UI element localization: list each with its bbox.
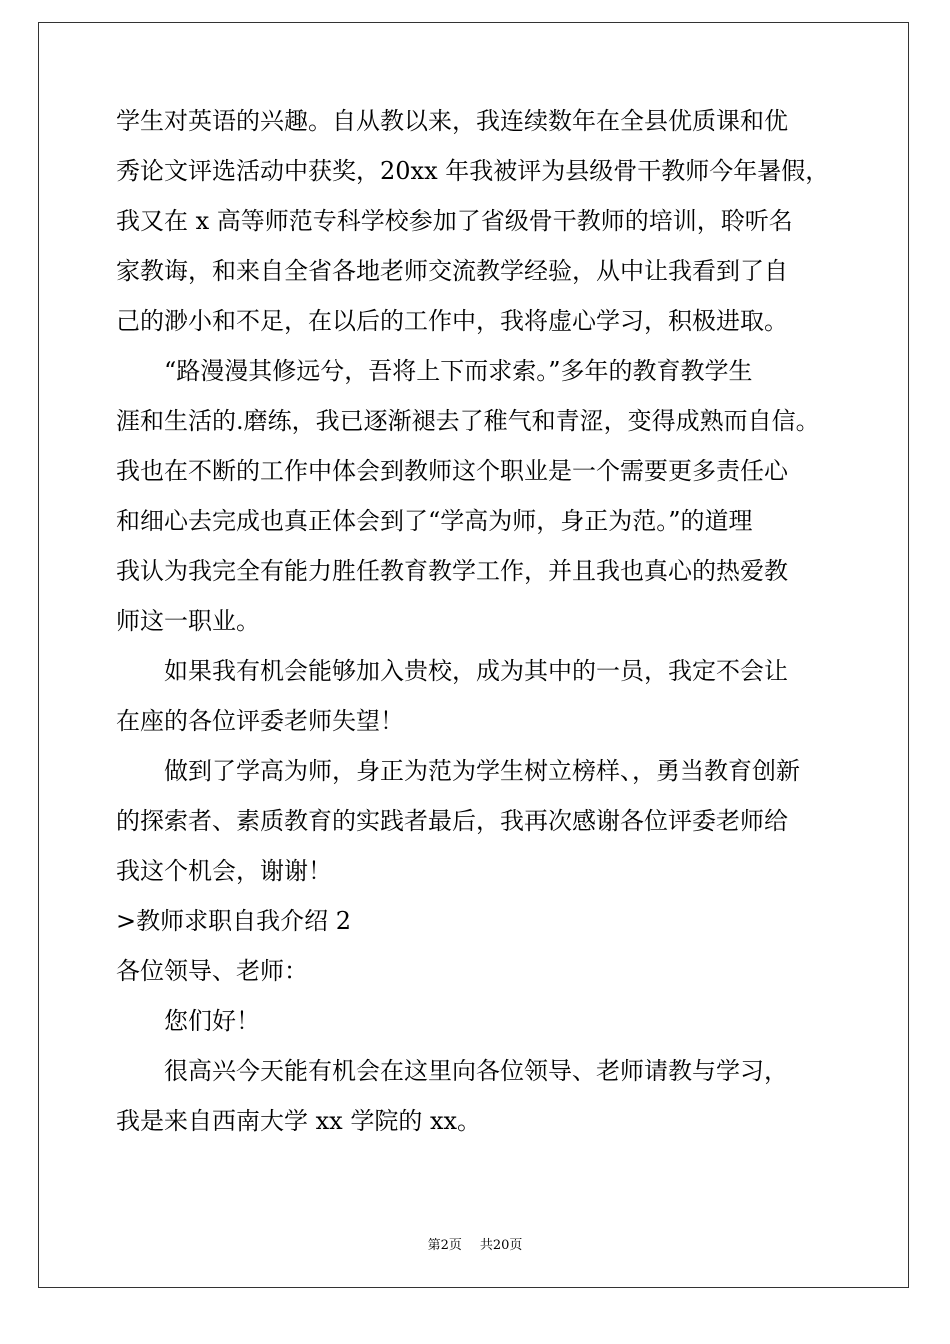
text-line: 家教诲，和来自全省各地老师交流教学经验，从中让我看到了自	[116, 257, 788, 285]
text-line: 和细心去完成也真正体会到了“学高为师，身正为范。”的道理	[116, 507, 753, 535]
page-number-total: 共20页	[479, 1238, 523, 1253]
page-number-current: 第2页	[427, 1238, 462, 1253]
section-heading: >教师求职自我介绍 2	[116, 907, 352, 935]
paragraph-start-line: 如果我有机会能够加入贵校，成为其中的一员，我定不会让	[164, 657, 788, 685]
paragraph-start-line: “路漫漫其修远兮，吾将上下而求索。”多年的教育教学生	[164, 357, 753, 385]
text-line: 在座的各位评委老师失望！	[116, 707, 404, 735]
text-line: 我是来自西南大学 xx 学院的 xx。	[116, 1107, 482, 1135]
salutation-line: 各位领导、老师：	[116, 957, 308, 985]
text-line: 我也在不断的工作中体会到教师这个职业是一个需要更多责任心	[116, 457, 788, 485]
document-body	[116, 96, 832, 1146]
text-line: 师这一职业。	[116, 607, 260, 635]
text-line: 涯和生活的.磨练，我已逐渐褪去了稚气和青涩，变得成熟而自信。	[116, 407, 820, 435]
text-line: 学生对英语的兴趣。自从教以来，我连续数年在全县优质课和优	[116, 107, 788, 135]
page-footer	[0, 1234, 950, 1253]
text-line: 我又在 x 高等师范专科学校参加了省级骨干教师的培训，聆听名	[116, 207, 793, 235]
paragraph-start-line: 很高兴今天能有机会在这里向各位领导、老师请教与学习，	[164, 1057, 788, 1085]
text-line: 我这个机会，谢谢！	[116, 857, 332, 885]
text-line: 的探索者、素质教育的实践者最后，我再次感谢各位评委老师给	[116, 807, 788, 835]
text-line: 己的渺小和不足，在以后的工作中，我将虚心学习，积极进取。	[116, 307, 788, 335]
paragraph-start-line: 做到了学高为师，身正为范为学生树立榜样、，勇当教育创新	[164, 757, 800, 785]
greeting-line: 您们好！	[164, 1007, 260, 1035]
text-line: 秀论文评选活动中获奖，20xx 年我被评为县级骨干教师今年暑假，	[116, 157, 830, 185]
text-line: 我认为我完全有能力胜任教育教学工作，并且我也真心的热爱教	[116, 557, 788, 585]
